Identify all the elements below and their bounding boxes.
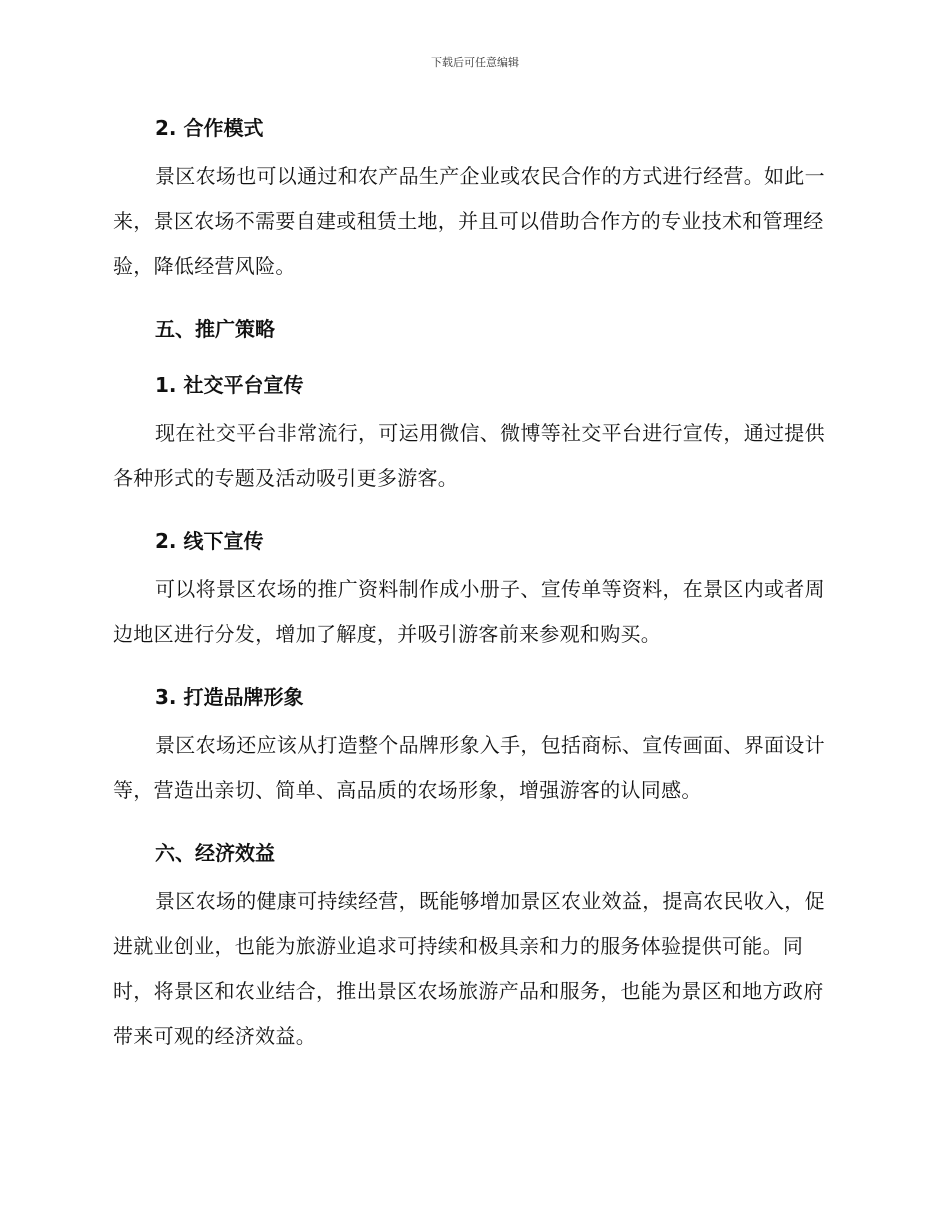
heading-promotion-strategy: 五、推广策略 xyxy=(155,317,275,341)
heading-cooperation-mode: 2. 合作模式 xyxy=(155,116,264,140)
document-body xyxy=(113,112,833,1059)
paragraph-cooperation-mode: 景区农场也可以通过和农产品生产企业或农民合作的方式进行经营。如此一来，景区农场不需要自建或租赁土地，并且可以借助合作方的专业技术和管理经验，降低经营风险。 xyxy=(113,164,825,278)
heading-social-platform: 1. 社交平台宣传 xyxy=(155,373,304,397)
heading-brand-image: 3. 打造品牌形象 xyxy=(155,685,304,709)
heading-offline-promotion: 2. 线下宣传 xyxy=(155,529,264,553)
paragraph-social-platform: 现在社交平台非常流行，可运用微信、微博等社交平台进行宣传，通过提供各种形式的专题及活动吸引更多游客。 xyxy=(113,421,825,490)
paragraph-brand-image: 景区农场还应该从打造整个品牌形象入手，包括商标、宣传画面、界面设计等，营造出亲切、简单、高品质的农场形象，增强游客的认同感。 xyxy=(113,733,825,802)
paragraph-offline-promotion: 可以将景区农场的推广资料制作成小册子、宣传单等资料，在景区内或者周边地区进行分发，增加了解度，并吸引游客前来参观和购买。 xyxy=(113,577,825,646)
page-header: 下载后可任意编辑 xyxy=(431,56,519,69)
paragraph-economic-benefits: 景区农场的健康可持续经营，既能够增加景区农业效益，提高农民收入，促进就业创业，也能为旅游业追求可持续和极具亲和力的服务体验提供可能。同时，将景区和农业结合，推出景区农场旅游产品和服务，也能为景区和地方政府带来可观的经济效益。 xyxy=(113,889,825,1048)
heading-economic-benefits: 六、经济效益 xyxy=(155,841,275,865)
